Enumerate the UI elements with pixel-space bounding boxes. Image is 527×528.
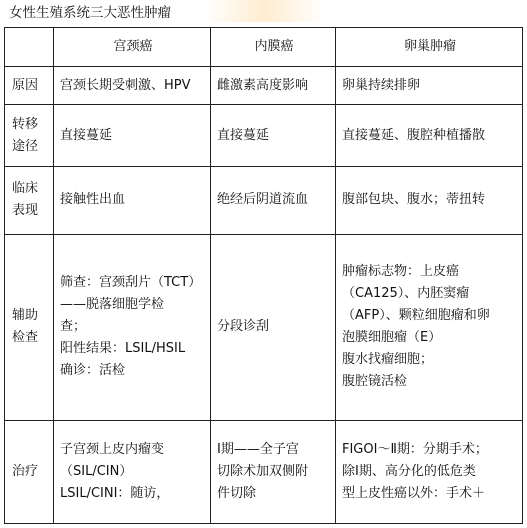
row-label-line: 临床 (12, 181, 39, 197)
cell-line: 分段诊刮 (217, 319, 270, 335)
cell-line: 绝经后阴道流血 (217, 192, 309, 208)
table-cell (211, 234, 336, 421)
table-cell (211, 166, 336, 234)
cell-line: （AFP）、颗粒细胞瘤和卵 (342, 308, 490, 324)
table-cell (211, 421, 336, 524)
table-cell (54, 421, 211, 524)
cell-line: LSIL/CINⅠ：随访， (60, 486, 170, 502)
header-cell-endometrial-cancer: 内膜癌 (211, 28, 336, 67)
cell-line: FIGOⅠ～Ⅱ期：分期手术； (342, 442, 488, 458)
comparison-table (4, 27, 523, 524)
table-cell (336, 67, 523, 105)
watermark (205, 0, 325, 22)
table-row-treatment (5, 421, 523, 524)
table-row-metastasis (5, 105, 523, 166)
row-label (5, 421, 54, 524)
cell-line: 确诊：活检 (60, 363, 126, 379)
table-cell (336, 166, 523, 234)
table-row-clinical (5, 166, 523, 234)
cell-line: 切除术加双侧附 (217, 464, 309, 480)
row-label-line: 原因 (12, 77, 39, 93)
cell-line: 直接蔓延、腹腔种植播散 (342, 127, 486, 143)
cell-line: 宫颈长期受刺激、HPV (60, 77, 191, 93)
table-cell (54, 67, 211, 105)
row-label-line: 途径 (12, 138, 39, 154)
row-label-line: 表现 (12, 203, 39, 219)
cell-line: （SIL/CIN） (60, 464, 133, 480)
cell-line: 雌激素高度影响 (217, 77, 309, 93)
table-cell (54, 105, 211, 166)
cell-line: 肿瘤标志物：上皮癌 (342, 264, 460, 280)
header-cell-ovarian-tumor: 卵巢肿瘤 (336, 28, 523, 67)
row-label-line: 辅助 (12, 308, 39, 324)
row-label (5, 234, 54, 421)
row-label-line: 检查 (12, 330, 39, 346)
row-label (5, 166, 54, 234)
table-cell (54, 166, 211, 234)
row-label-line: 治疗 (12, 464, 39, 480)
row-label-line: 转移 (12, 116, 39, 132)
cell-line: 查； (60, 319, 87, 335)
table-cell (211, 67, 336, 105)
table-cell (336, 105, 523, 166)
cell-line: 阳性结果：LSIL/HSIL (60, 341, 186, 357)
page-title: 女性生殖系统三大恶性肿瘤 (9, 5, 171, 21)
header-cell-corner (5, 28, 54, 67)
header-cell-cervical-cancer: 宫颈癌 (54, 28, 211, 67)
cell-line: 直接蔓延 (60, 127, 113, 143)
row-label (5, 105, 54, 166)
cell-line: 腹水找瘤细胞； (342, 352, 434, 368)
cell-line: 卵巢持续排卵 (342, 77, 421, 93)
table-row-auxiliary-exam (5, 234, 523, 421)
row-label (5, 67, 54, 105)
cell-line: （CA125）、内胚窦瘤 (342, 286, 470, 302)
cell-line: 直接蔓延 (217, 127, 270, 143)
table-cell (336, 234, 523, 421)
table-header-row (5, 28, 523, 67)
cell-line: 子宫颈上皮内瘤变 (60, 442, 165, 458)
cell-line: 腹腔镜活检 (342, 374, 408, 390)
cell-line: 型上皮性癌以外：手术＋ (342, 486, 486, 502)
cell-line: 件切除 (217, 486, 257, 502)
cell-line: 泡膜细胞瘤（E） (342, 330, 442, 346)
cell-line: 除Ⅰ期、高分化的低危类 (342, 464, 476, 480)
cell-line: Ⅰ期——全子宫 (217, 442, 299, 458)
cell-line: 腹部包块、腹水；蒂扭转 (342, 192, 486, 208)
table-cell (211, 105, 336, 166)
table-row-cause (5, 67, 523, 105)
cell-line: 筛查：宫颈刮片（TCT） (60, 275, 202, 291)
table-cell (54, 234, 211, 421)
cell-line: ——脱落细胞学检 (60, 297, 165, 313)
table-cell (336, 421, 523, 524)
cell-line: 接触性出血 (60, 192, 126, 208)
